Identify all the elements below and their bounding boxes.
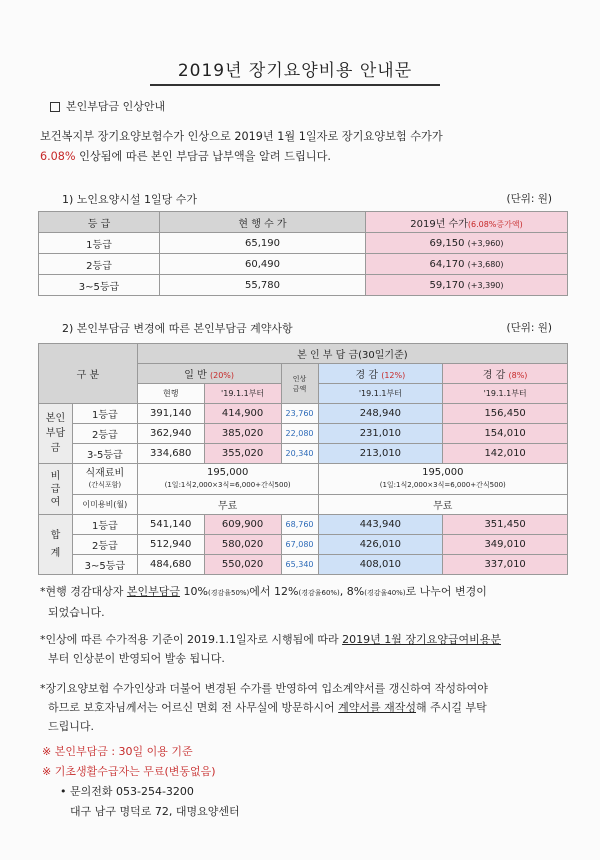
- row-new: 609,900: [204, 515, 281, 535]
- fee-current: 60,490: [160, 254, 366, 275]
- intro-paragraph: [40, 127, 565, 167]
- meal-cell-reduced: 195,000 (1일:1식2,000×3식=6,000+간식500): [318, 464, 567, 495]
- row-new: 580,020: [204, 535, 281, 555]
- square-bullet-icon: [50, 102, 60, 112]
- intro-rate: 6.08%: [40, 150, 76, 163]
- table-row: [39, 233, 568, 254]
- row-new: 385,020: [204, 424, 281, 444]
- row-reduce12: 213,010: [318, 444, 443, 464]
- row-increase: 67,080: [281, 535, 318, 555]
- row-current: 512,940: [137, 535, 204, 555]
- note-30day-basis: ※ 본인부담금 : 30일 이용 기준: [42, 745, 193, 758]
- intro-line1: 보건복지부 장기요양보험수가 인상으로 2019년 1월 1일자로 장기요양보험 수가가: [40, 130, 443, 143]
- row-reduce8: 142,010: [443, 444, 568, 464]
- table-row: [39, 404, 568, 424]
- copay-header-gubun: 구 분: [39, 344, 138, 404]
- table-row: [39, 464, 568, 495]
- row-current: 484,680: [137, 555, 204, 575]
- section1-unit: (단위: 원): [506, 193, 552, 205]
- row-current: 362,940: [137, 424, 204, 444]
- fee-header-new: 2019년 수가(6.08%증가액): [366, 212, 568, 233]
- note-application-date: *인상에 따른 수가적용 기준이 2019.1.1일자로 시행됨에 따라 2019년 1월 장기요양급여비용분 부터 인상분이 반영되어 발송 됩니다.: [40, 633, 501, 665]
- meal-label: 식재료비 (간식포함): [72, 464, 137, 495]
- row-reduce12: 426,010: [318, 535, 443, 555]
- note-contract-renewal: *장기요양보험 수가인상과 더불어 변경된 수가를 반영하여 입소계약서를 갱신하여 작성하여야 하므로 보호자님께서는 어르신 면회 전 사무실에 방문하시어 계약서를 재작성해 주시길 부탁 드립니다.: [40, 682, 488, 733]
- row-increase: 65,340: [281, 555, 318, 575]
- row-grade: 2등급: [72, 424, 137, 444]
- fee-new: 59,170 (+3,390): [366, 275, 568, 296]
- row-grade: 3~5등급: [72, 555, 137, 575]
- fee-header-grade: 등 급: [39, 212, 160, 233]
- section2-unit: (단위: 원): [506, 322, 552, 334]
- note-reduction-change: *현행 경감대상자 본인부담금 10%(경감율50%)에서 12%(경감율60%), 8%(경감율40%)로 나누어 변경이 되었습니다.: [40, 585, 487, 619]
- fee-table: [38, 211, 568, 296]
- row-grade: 1등급: [72, 404, 137, 424]
- fee-grade: 1등급: [39, 233, 160, 254]
- row-reduce12: 408,010: [318, 555, 443, 575]
- fee-grade: 3~5등급: [39, 275, 160, 296]
- row-current: 334,680: [137, 444, 204, 464]
- row-reduce8: 337,010: [443, 555, 568, 575]
- row-increase: 20,340: [281, 444, 318, 464]
- copay-header-reduce8: 경 감 (8%): [443, 364, 568, 384]
- row-reduce8: 154,010: [443, 424, 568, 444]
- copay-header-current: 현행: [137, 384, 204, 404]
- table-row: [39, 515, 568, 535]
- page-title: 2019년 장기요양비용 안내문: [150, 56, 440, 86]
- row-grade: 2등급: [72, 535, 137, 555]
- group-label-copay: 본인 부담 금: [39, 404, 73, 464]
- row-grade: 1등급: [72, 515, 137, 535]
- row-increase: 22,080: [281, 424, 318, 444]
- copay-header-increase: 인상 금액: [281, 364, 318, 404]
- row-reduce12: 248,940: [318, 404, 443, 424]
- row-increase: 68,760: [281, 515, 318, 535]
- fee-current: 55,780: [160, 275, 366, 296]
- row-new: 414,900: [204, 404, 281, 424]
- copay-header-from: '19.1.1부터: [204, 384, 281, 404]
- row-reduce8: 156,450: [443, 404, 568, 424]
- fee-new: 69,150 (+3,960): [366, 233, 568, 254]
- row-increase: 23,760: [281, 404, 318, 424]
- note-basic-livelihood: ※ 기초생활수급자는 무료(변동없음): [42, 765, 216, 778]
- barber-value-general: 무료: [137, 495, 318, 515]
- table-row: [39, 444, 568, 464]
- row-reduce12: 231,010: [318, 424, 443, 444]
- group-label-total: 합 계: [39, 515, 73, 575]
- barber-label: 이미용비(월): [72, 495, 137, 515]
- copay-header-from-12: '19.1.1부터: [318, 384, 443, 404]
- intro-line2: 인상됨에 따른 본인 부담금 납부액을 알려 드립니다.: [75, 150, 331, 163]
- row-reduce8: 351,450: [443, 515, 568, 535]
- row-reduce8: 349,010: [443, 535, 568, 555]
- fee-new: 64,170 (+3,680): [366, 254, 568, 275]
- barber-value-reduced: 무료: [318, 495, 567, 515]
- table-row: [39, 495, 568, 515]
- section2-title: 2) 본인부담금 변경에 따른 본인부담금 계약사항: [62, 322, 293, 335]
- row-grade: 3-5등급: [72, 444, 137, 464]
- row-new: 355,020: [204, 444, 281, 464]
- copay-header-from-8: '19.1.1부터: [443, 384, 568, 404]
- table-row: [39, 254, 568, 275]
- contact-address: 대구 남구 명덕로 72, 대명요양센터: [70, 805, 240, 818]
- table-row: [39, 275, 568, 296]
- table-row: [39, 535, 568, 555]
- subtitle-text: 본인부담금 인상안내: [66, 100, 166, 113]
- copay-table: [38, 343, 568, 575]
- copay-header-reduce12: 경 감 (12%): [318, 364, 443, 384]
- contact-phone: • 문의전화 053-254-3200: [60, 785, 194, 798]
- group-label-noncovered: 비 급 여: [39, 464, 73, 515]
- fee-header-current: 현 행 수 가: [160, 212, 366, 233]
- section1-title: 1) 노인요양시설 1일당 수가: [62, 193, 198, 206]
- fee-current: 65,190: [160, 233, 366, 254]
- copay-header-main: 본 인 부 담 금(30일기준): [137, 344, 567, 364]
- table-row: [39, 555, 568, 575]
- row-current: 541,140: [137, 515, 204, 535]
- meal-cell-general: 195,000 (1일:1식2,000×3식=6,000+간식500): [137, 464, 318, 495]
- fee-grade: 2등급: [39, 254, 160, 275]
- table-row: [39, 424, 568, 444]
- subtitle: [50, 98, 165, 114]
- row-reduce12: 443,940: [318, 515, 443, 535]
- copay-header-general: 일 반 (20%): [137, 364, 281, 384]
- row-new: 550,020: [204, 555, 281, 575]
- row-current: 391,140: [137, 404, 204, 424]
